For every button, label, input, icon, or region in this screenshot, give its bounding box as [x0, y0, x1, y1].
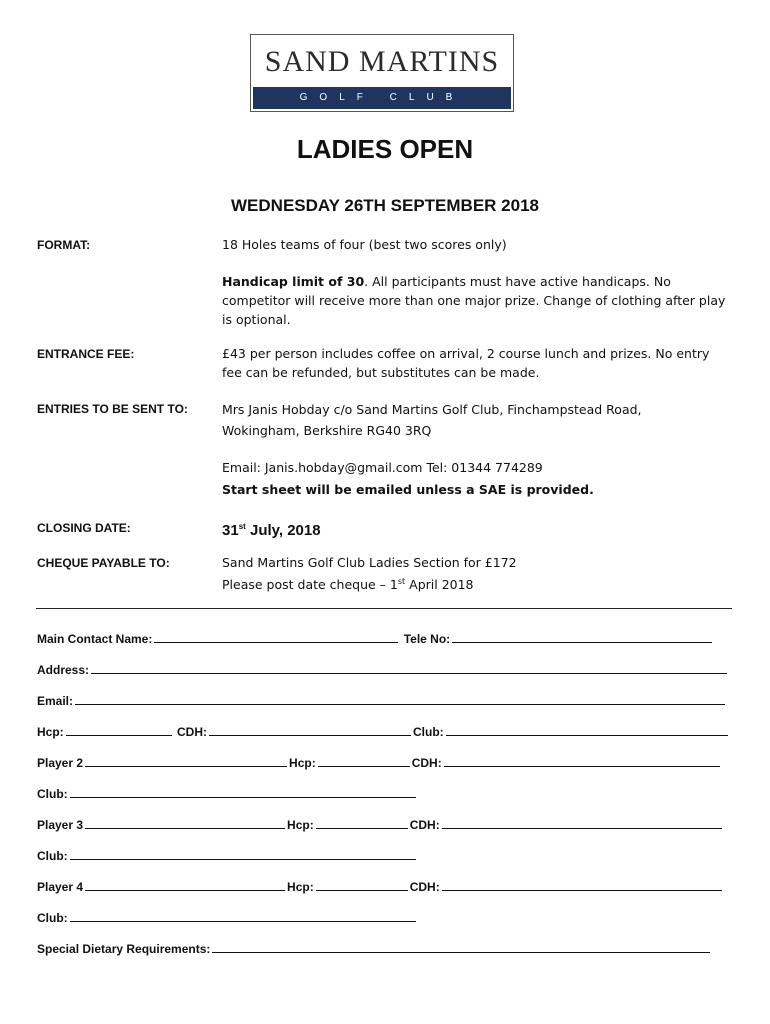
player3-club-field[interactable]: [70, 848, 416, 860]
player3-cdh-label: CDH:: [409, 818, 440, 832]
format-handicap: [222, 272, 732, 329]
closing-date: [222, 517, 732, 540]
logo-name: SAND MARTINS: [264, 45, 500, 78]
player2-cdh-label: CDH:: [411, 756, 442, 770]
player2-field[interactable]: [85, 755, 287, 767]
player3-hcp-field[interactable]: [316, 817, 408, 829]
club-logo: [250, 34, 514, 112]
player3-field[interactable]: [85, 817, 285, 829]
club-field[interactable]: [446, 724, 728, 736]
player2-cdh-field[interactable]: [444, 755, 720, 767]
start-sheet-note: Start sheet will be emailed unless a SAE is provided.: [222, 482, 594, 497]
player3-club-label: Club:: [37, 849, 68, 863]
player4-cdh-field[interactable]: [442, 879, 722, 891]
player4-club-row: [37, 910, 418, 925]
format-label: FORMAT:: [37, 238, 91, 252]
email-field[interactable]: [75, 693, 725, 705]
section-divider: [36, 608, 732, 609]
player2-club-row: [37, 786, 418, 801]
player3-club-row: [37, 848, 418, 863]
event-date: WEDNESDAY 26TH SEPTEMBER 2018: [231, 196, 539, 215]
hcp-field[interactable]: [66, 724, 172, 736]
entrance-label: ENTRANCE FEE:: [37, 347, 135, 361]
dietary-row: [37, 941, 712, 956]
main-contact-field[interactable]: [154, 631, 398, 643]
player4-cdh-label: CDH:: [409, 880, 440, 894]
player4-club-field[interactable]: [70, 910, 416, 922]
player2-row: [37, 755, 722, 770]
player3-label: Player 3: [37, 818, 84, 832]
entries-address-1: Mrs Janis Hobday c/o Sand Martins Golf Club, Finchampstead Road,: [222, 402, 642, 417]
player4-row: [37, 879, 724, 894]
player4-label: Player 4: [37, 880, 84, 894]
tele-field[interactable]: [452, 631, 712, 643]
cheque-line2-sup: st: [397, 577, 406, 586]
dietary-label: Special Dietary Requirements:: [37, 942, 211, 956]
cdh-field[interactable]: [209, 724, 411, 736]
player2-hcp-label: Hcp:: [289, 756, 316, 770]
cheque-line1: Sand Martins Golf Club Ladies Section for £172: [222, 555, 517, 570]
player3-cdh-field[interactable]: [442, 817, 722, 829]
cheque-label: CHEQUE PAYABLE TO:: [37, 556, 170, 570]
club-label: Club:: [413, 725, 444, 739]
main-contact-row: [37, 631, 714, 646]
dietary-field[interactable]: [212, 941, 710, 953]
cheque-line2-post: April 2018: [405, 577, 474, 593]
logo-subtitle: GOLF CLUB: [253, 87, 511, 109]
cdh-label: CDH:: [177, 725, 208, 739]
handicap-limit: Handicap limit of 30: [222, 274, 365, 289]
entries-label: ENTRIES TO BE SENT TO:: [37, 402, 188, 416]
player2-hcp-field[interactable]: [318, 755, 410, 767]
main-contact-label: Main Contact Name:: [37, 632, 153, 646]
handicap-rules: . All participants must have active handicaps. No competitor will receive more than one major prize. Change of clothing after play is optional.: [222, 274, 726, 327]
closing-suffix: st: [238, 522, 246, 531]
player4-hcp-label: Hcp:: [287, 880, 314, 894]
hcp-row: [37, 724, 730, 739]
entrance-text: £43 per person includes coffee on arrival, 2 course lunch and prizes. No entry fee can be refunded, but substitutes can be made.: [222, 346, 710, 380]
player3-hcp-label: Hcp:: [287, 818, 314, 832]
player2-club-label: Club:: [37, 787, 68, 801]
player2-label: Player 2: [37, 756, 84, 770]
address-label: Address:: [37, 663, 90, 677]
hcp-label: Hcp:: [37, 725, 64, 739]
player2-club-field[interactable]: [70, 786, 416, 798]
closing-rest: July, 2018: [245, 522, 321, 539]
cheque-line2: [222, 572, 732, 594]
player4-field[interactable]: [85, 879, 285, 891]
entries-address-2: Wokingham, Berkshire RG40 3RQ: [222, 423, 432, 438]
player4-hcp-field[interactable]: [316, 879, 408, 891]
page-title: LADIES OPEN: [296, 134, 474, 164]
closing-day: 31: [222, 522, 239, 539]
player4-club-label: Club:: [37, 911, 68, 925]
address-row: [37, 662, 729, 677]
cheque-line2-pre: Please post date cheque – 1: [222, 577, 398, 593]
email-row: [37, 693, 727, 708]
tele-label: Tele No:: [403, 632, 451, 646]
entries-email: Email: Janis.hobday@gmail.com Tel: 01344 774289: [222, 460, 543, 475]
email-label: Email:: [37, 694, 74, 708]
closing-label: CLOSING DATE:: [37, 521, 131, 535]
player3-row: [37, 817, 724, 832]
address-field[interactable]: [91, 662, 727, 674]
format-line1: 18 Holes teams of four (best two scores only): [222, 237, 507, 252]
